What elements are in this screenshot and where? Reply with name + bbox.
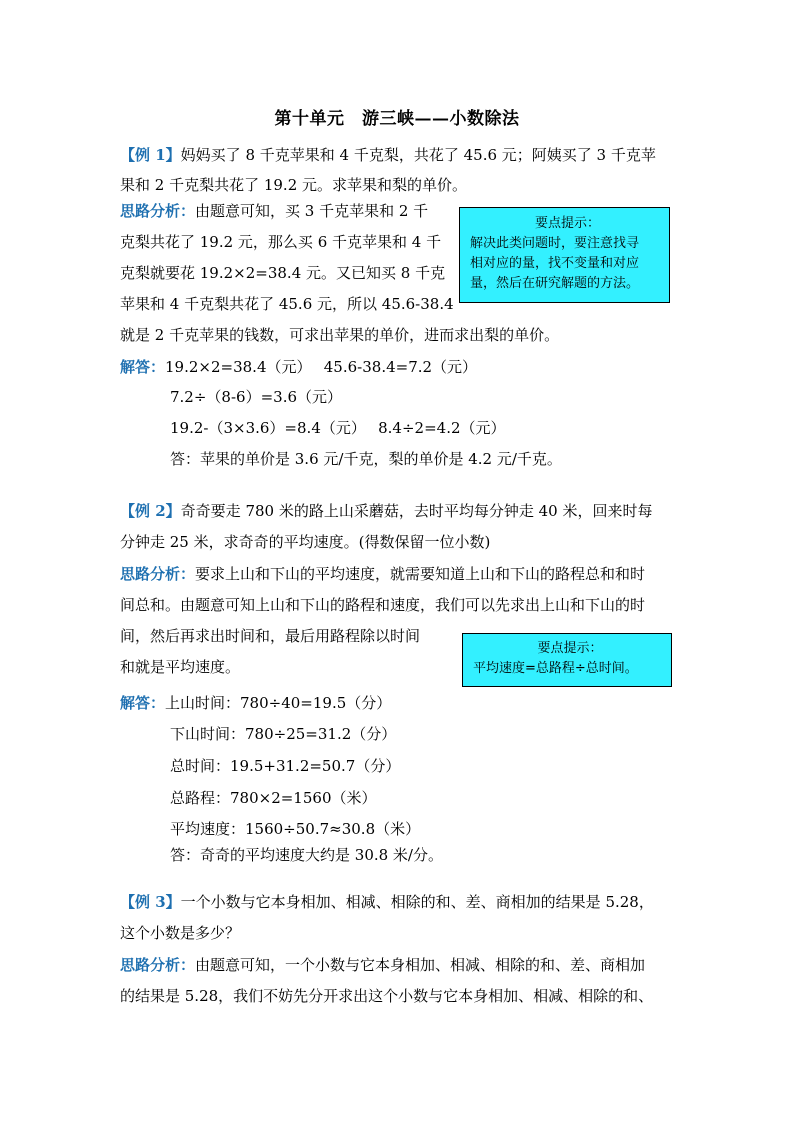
example-3-analysis-line-1	[120, 955, 645, 975]
example-2-solution-step-4: 总路程：780×2=1560（米）	[170, 789, 377, 807]
example-2-analysis-line-4: 和就是平均速度。	[120, 658, 241, 676]
example-1-tip-box	[459, 207, 670, 303]
example-2-analysis-line-3: 间，然后再求出时间和，最后用路程除以时间	[120, 627, 421, 645]
example-3-analysis-line-2: 的结果是 5.28，我们不妨先分开求出这个小数与它本身相加、相减、相除的和、	[120, 987, 654, 1005]
example-1-solution-step-1: 19.2×2=38.4（元） 45.6-38.4=7.2（元）	[165, 358, 478, 376]
example-2-answer-line-1	[120, 693, 391, 713]
example-1-answer-statement: 答：苹果的单价是 3.6 元/千克，梨的单价是 4.2 元/千克。	[170, 450, 562, 468]
example-1-tip-line-3: 量，然后在研究解题的方法。	[470, 276, 640, 291]
example-1-question-text: 妈妈买了 8 千克苹果和 4 千克梨，共花了 45.6 元；阿姨买了 3 千克苹	[180, 146, 656, 164]
example-3-tag: 【例 3】	[120, 893, 181, 911]
example-1-tip-line-2: 相对应的量，找不变量和对应	[470, 256, 640, 271]
example-2-analysis-text: 要求上山和下山的平均速度，就需要知道上山和下山的路程总和和时	[195, 565, 646, 583]
example-1-question-line-2: 果和 2 千克梨共花了 19.2 元。求苹果和梨的单价。	[120, 176, 468, 194]
example-2-question-text: 奇奇要走 780 米的路上山采蘑菇，去时平均每分钟走 40 米，回来时每	[180, 502, 653, 520]
example-2-tag: 【例 2】	[120, 502, 181, 520]
example-2-solution-step-3: 总时间：19.5+31.2=50.7（分）	[170, 757, 401, 775]
example-1-answer-line-1	[120, 357, 477, 377]
example-1-analysis-line-4: 苹果和 4 千克梨共花了 45.6 元，所以 45.6-38.4	[120, 295, 454, 313]
example-3-question-line-2: 这个小数是多少？	[120, 924, 241, 942]
example-3-question-line-1	[120, 892, 654, 912]
example-1-analysis-line-2: 克梨共花了 19.2 元，那么买 6 千克苹果和 4 千	[120, 233, 442, 251]
example-2-analysis-line-2: 间总和。由题意可知上山和下山的路程和速度，我们可以先求出上山和下山的时	[120, 596, 646, 614]
example-2-answer-label: 解答：	[120, 694, 166, 712]
example-2-analysis-line-1	[120, 564, 645, 584]
example-2-solution-step-2: 下山时间：780÷25=31.2（分）	[170, 725, 397, 743]
example-1-tip-title: 要点提示：	[534, 216, 600, 231]
example-2-tip-line: 平均速度=总路程÷总时间。	[473, 661, 638, 676]
example-3-analysis-label: 思路分析：	[120, 956, 196, 974]
example-2-solution-step-5: 平均速度：1560÷50.7≈30.8（米）	[170, 820, 421, 838]
example-2-analysis-label: 思路分析：	[120, 565, 196, 583]
example-1-question-line-1	[120, 145, 656, 165]
example-2-question-line-2: 分钟走 25 米，求奇奇的平均速度。(得数保留一位小数)	[120, 533, 491, 551]
example-1-tag: 【例 1】	[120, 146, 181, 164]
example-1-solution-step-3: 19.2-（3×3.6）=8.4（元） 8.4÷2=4.2（元）	[170, 419, 506, 437]
example-1-tip-line-1: 解决此类问题时，要注意找寻	[470, 236, 640, 251]
page-title: 第十单元 游三峡——小数除法	[274, 109, 520, 129]
example-1-analysis-label: 思路分析：	[120, 202, 196, 220]
example-2-solution-step-1: 上山时间：780÷40=19.5（分）	[165, 694, 392, 712]
example-1-analysis-text: 由题意可知，买 3 千克苹果和 2 千	[195, 202, 429, 220]
example-1-answer-label: 解答：	[120, 358, 166, 376]
example-1-analysis-line-5: 就是 2 千克苹果的钱数，可求出苹果的单价，进而求出梨的单价。	[120, 326, 560, 344]
example-1-analysis-line-1	[120, 201, 428, 221]
example-2-answer-statement: 答：奇奇的平均速度大约是 30.8 米/分。	[170, 846, 443, 864]
example-3-analysis-text: 由题意可知，一个小数与它本身相加、相减、相除的和、差、商相加	[195, 956, 646, 974]
example-1-analysis-line-3: 克梨就要花 19.2×2=38.4 元。又已知买 8 千克	[120, 264, 446, 282]
example-2-tip-title: 要点提示：	[537, 641, 603, 656]
example-1-solution-step-2: 7.2÷（8-6）=3.6（元）	[170, 388, 343, 406]
example-2-question-line-1	[120, 501, 652, 521]
example-2-tip-box	[462, 633, 672, 687]
example-3-question-text: 一个小数与它本身相加、相减、相除的和、差、商相加的结果是 5.28，	[180, 893, 654, 911]
